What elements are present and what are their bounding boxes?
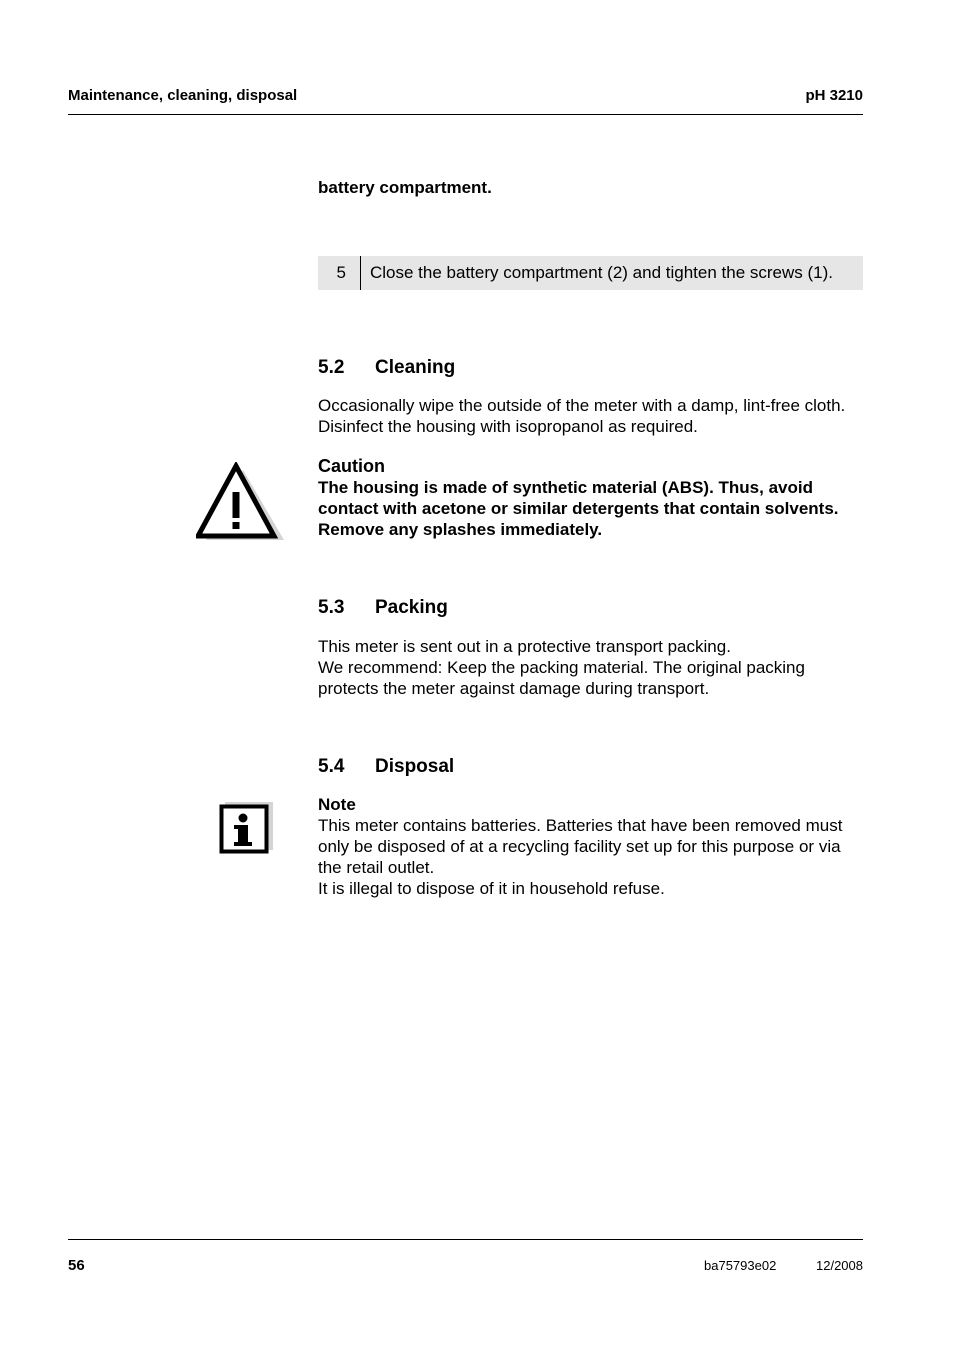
packing-number: 5.3 [318, 597, 345, 618]
disposal-number: 5.4 [318, 756, 345, 777]
info-icon [219, 800, 275, 856]
warning-triangle-icon [196, 462, 286, 542]
step-text: Close the battery compartment (2) and tighten the screws (1). [370, 263, 833, 282]
note-line: only be disposed of at a recycling facility set up for this purpose or via [318, 837, 841, 856]
header-section-title: Maintenance, cleaning, disposal [68, 87, 298, 104]
doc-date: 12/2008 [816, 1258, 863, 1273]
cleaning-line: Disinfect the housing with isopropanol as required. [318, 417, 698, 436]
packing-line: This meter is sent out in a protective transport packing. [318, 637, 731, 656]
cleaning-line: Occasionally wipe the outside of the meter with a damp, lint-free cloth. [318, 396, 846, 415]
note-line: the retail outlet. [318, 858, 435, 877]
packing-line: protects the meter against damage during transport. [318, 679, 710, 698]
disposal-title: Disposal [375, 756, 455, 777]
note-title: Note [318, 795, 356, 814]
cleaning-title: Cleaning [375, 357, 456, 378]
packing-paragraph [318, 636, 805, 699]
caution-title: Caution [318, 456, 385, 476]
cleaning-number: 5.2 [318, 357, 345, 378]
header-rule [68, 114, 863, 115]
step-number: 5 [318, 256, 361, 290]
step-row [318, 256, 863, 290]
header-product: pH 3210 [805, 87, 863, 104]
caution-line: Remove any splashes immediately. [318, 520, 603, 539]
continuation-text: battery compartment. [318, 178, 492, 197]
doc-id: ba75793e02 [704, 1258, 777, 1273]
caution-line: contact with acetone or similar detergents that contain solvents. [318, 499, 839, 518]
caution-line: The housing is made of synthetic material (ABS). Thus, avoid [318, 478, 813, 497]
page-number: 56 [68, 1257, 85, 1274]
note-line: It is illegal to dispose of it in household refuse. [318, 879, 665, 898]
caution-block [318, 455, 839, 540]
footer-rule [68, 1239, 863, 1240]
note-block [318, 794, 842, 899]
packing-line: We recommend: Keep the packing material. The original packing [318, 658, 805, 677]
note-line: This meter contains batteries. Batteries that have been removed must [318, 816, 843, 835]
packing-title: Packing [375, 597, 448, 618]
cleaning-paragraph [318, 395, 845, 437]
